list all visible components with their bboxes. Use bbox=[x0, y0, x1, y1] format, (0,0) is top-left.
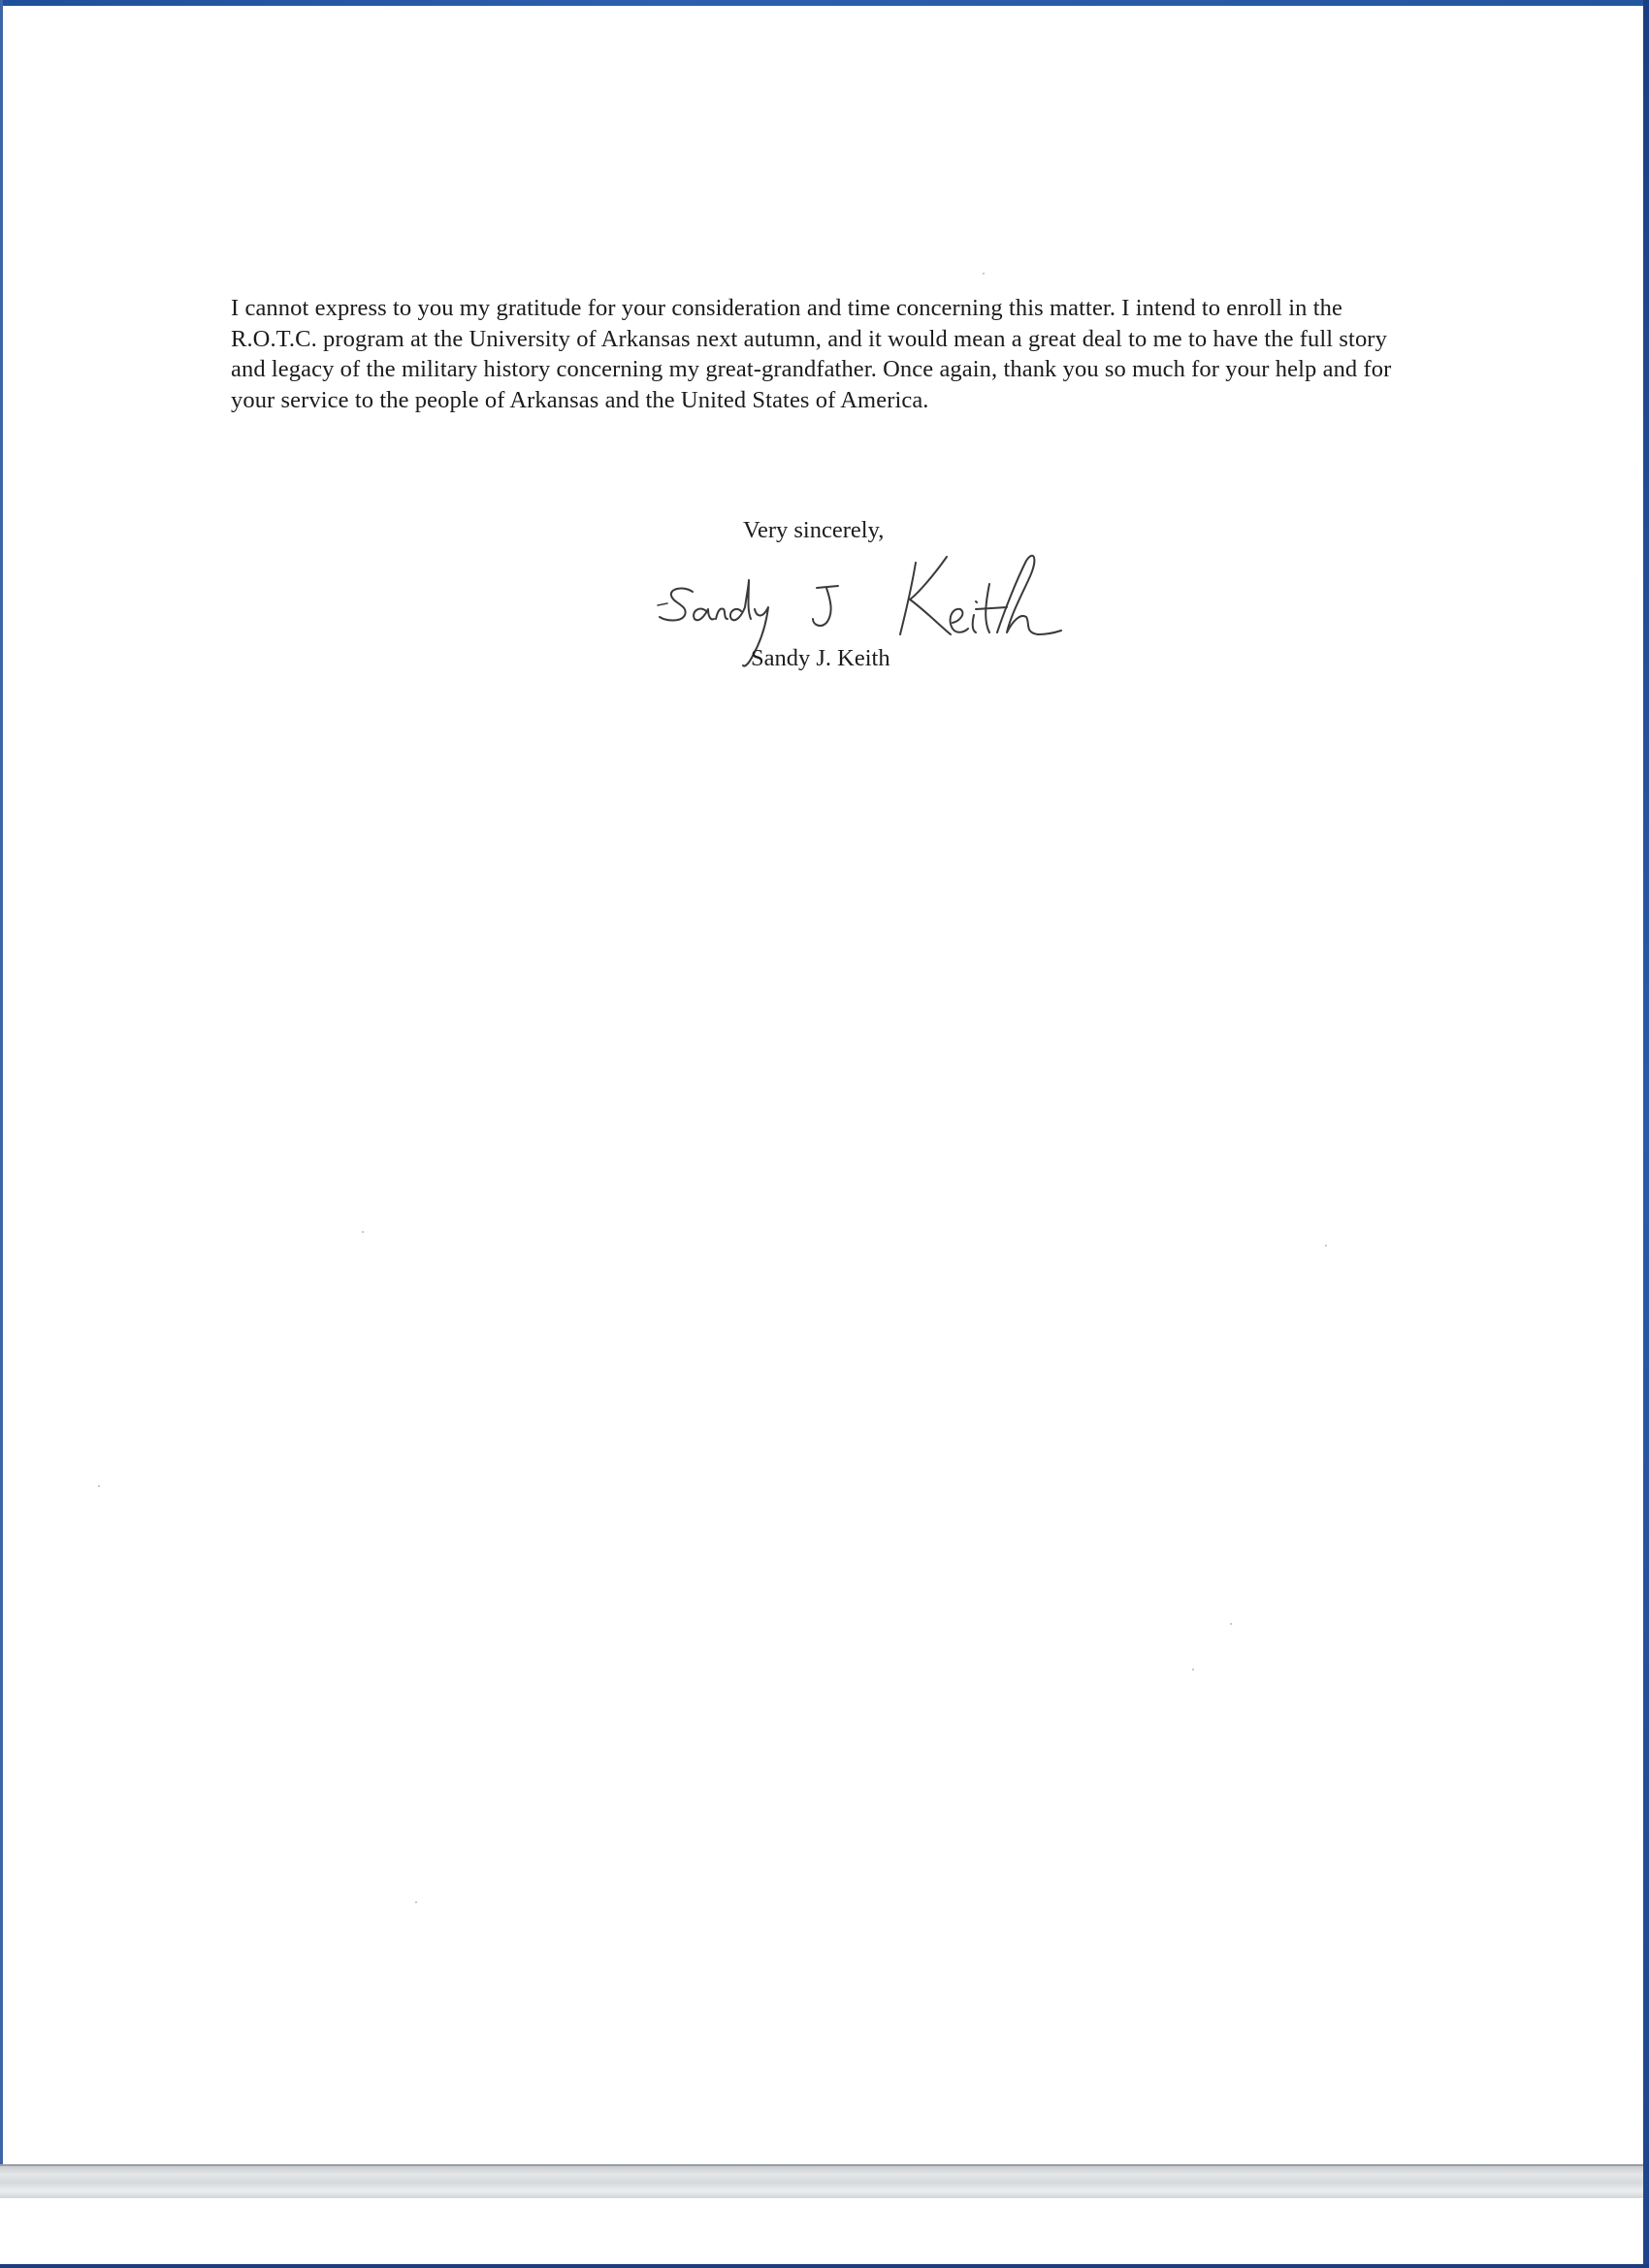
scan-right-edge bbox=[1643, 0, 1649, 2268]
scan-speck bbox=[98, 1485, 100, 1487]
scan-speck bbox=[362, 1231, 364, 1233]
scanner-bed-edge bbox=[0, 2164, 1643, 2200]
scan-speck bbox=[1325, 1245, 1327, 1247]
scanner-bottom-area bbox=[0, 2198, 1643, 2264]
scan-speck bbox=[1192, 1669, 1194, 1670]
scan-bottom-edge bbox=[0, 2264, 1649, 2268]
scan-speck bbox=[983, 273, 985, 275]
letter-closing: Very sincerely, bbox=[743, 517, 885, 543]
scan-speck bbox=[1230, 1623, 1232, 1625]
scan-speck bbox=[415, 1901, 417, 1903]
signer-name: Sandy J. Keith bbox=[751, 645, 890, 671]
letter-body-paragraph: I cannot express to you my gratitude for your consideration and time concerning this matter. I intend to enroll in the R.O.T.C. program at the University of Arkansas next autumn, and it would mean a great deal to me to have the full story and legacy of the military history concerning my great-grandfather. Once again, thank you so much for your help and for your service to the people of Arkansas and the United States of America. bbox=[231, 295, 1392, 413]
